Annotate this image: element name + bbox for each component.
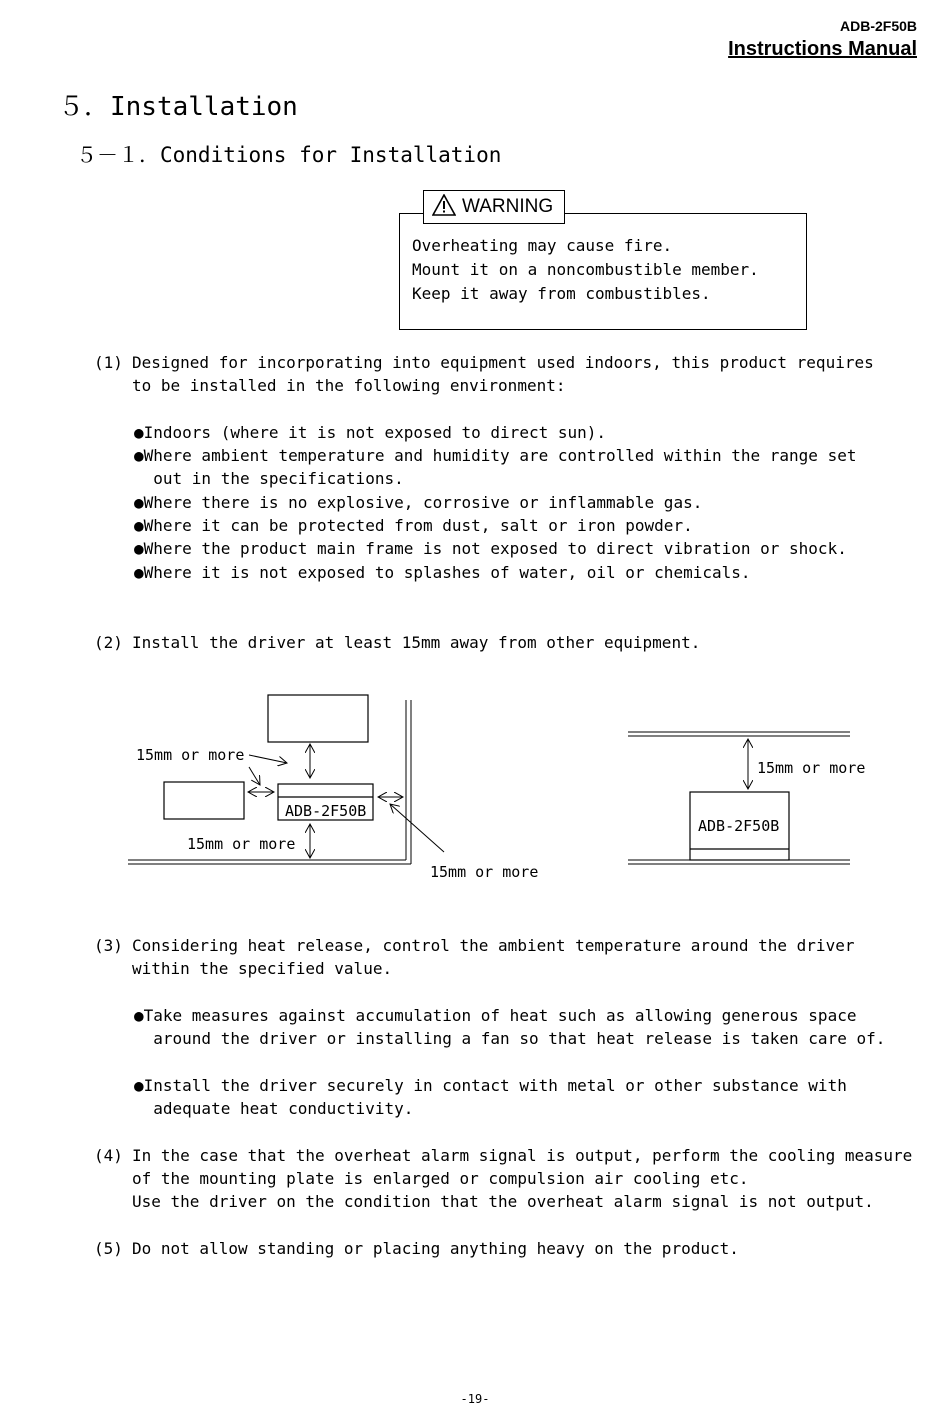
warning-triangle-icon	[432, 194, 456, 220]
clearance-label: 15mm or more	[757, 759, 866, 777]
bullet-item: adequate heat conductivity.	[134, 1099, 414, 1118]
bullet-item: ●Where it can be protected from dust, salt or iron powder.	[134, 516, 693, 535]
item-text: to be installed in the following environment:	[132, 376, 566, 395]
clearance-label: 15mm or more	[136, 746, 245, 764]
manual-title: Instructions Manual	[728, 38, 917, 60]
item-text: In the case that the overheat alarm signal is output, perform the cooling measure	[132, 1146, 913, 1165]
warning-label-tab	[423, 190, 565, 224]
item-text: of the mounting plate is enlarged or compulsion air cooling etc.	[132, 1169, 749, 1188]
item-number: (3)	[94, 936, 123, 955]
item-number: (1)	[94, 353, 123, 372]
subsection-title: ５－１．Conditions for Installation	[76, 143, 502, 167]
section-title: ５．Installation	[58, 92, 298, 122]
driver-label-right: ADB-2F50B	[698, 817, 780, 835]
bullet-item: ●Where it is not exposed to splashes of water, oil or chemicals.	[134, 563, 751, 582]
model-number: ADB-2F50B	[839, 18, 917, 34]
item-text: Use the driver on the condition that the overheat alarm signal is not output.	[132, 1192, 874, 1211]
warning-label: WARNING	[462, 196, 554, 217]
neighbor-equipment-left	[164, 782, 244, 819]
item-number: (5)	[94, 1239, 123, 1258]
warning-line: Mount it on a noncombustible member.	[412, 260, 759, 279]
bullet-item: ●Where there is no explosive, corrosive or inflammable gas.	[134, 493, 703, 512]
item-text: Install the driver at least 15mm away from other equipment.	[132, 633, 701, 652]
clearance-diagram	[0, 690, 950, 890]
bullet-item: ●Indoors (where it is not exposed to direct sun).	[134, 423, 607, 442]
page-number: -19-	[460, 1392, 490, 1406]
bullet-item: ●Take measures against accumulation of heat such as allowing generous space	[134, 1006, 857, 1025]
item-number: (2)	[94, 633, 123, 652]
warning-line: Overheating may cause fire.	[412, 236, 673, 255]
bullet-item: ●Where the product main frame is not exposed to direct vibration or shock.	[134, 539, 847, 558]
item-text: Designed for incorporating into equipment used indoors, this product requires	[132, 353, 874, 372]
bullet-item: out in the specifications.	[134, 469, 404, 488]
bullet-item: ●Where ambient temperature and humidity are controlled within the range set	[134, 446, 857, 465]
item-number: (4)	[94, 1146, 123, 1165]
item-text: Do not allow standing or placing anything heavy on the product.	[132, 1239, 739, 1258]
item-text: within the specified value.	[132, 959, 393, 978]
clearance-label: 15mm or more	[430, 863, 539, 881]
neighbor-equipment-top	[268, 695, 368, 742]
item-text: Considering heat release, control the ambient temperature around the driver	[132, 936, 855, 955]
bullet-item: around the driver or installing a fan so that heat release is taken care of.	[134, 1029, 886, 1048]
warning-line: Keep it away from combustibles.	[412, 284, 711, 303]
bullet-item: ●Install the driver securely in contact with metal or other substance with	[134, 1076, 847, 1095]
driver-label-left: ADB-2F50B	[285, 802, 367, 820]
clearance-label: 15mm or more	[187, 835, 296, 853]
